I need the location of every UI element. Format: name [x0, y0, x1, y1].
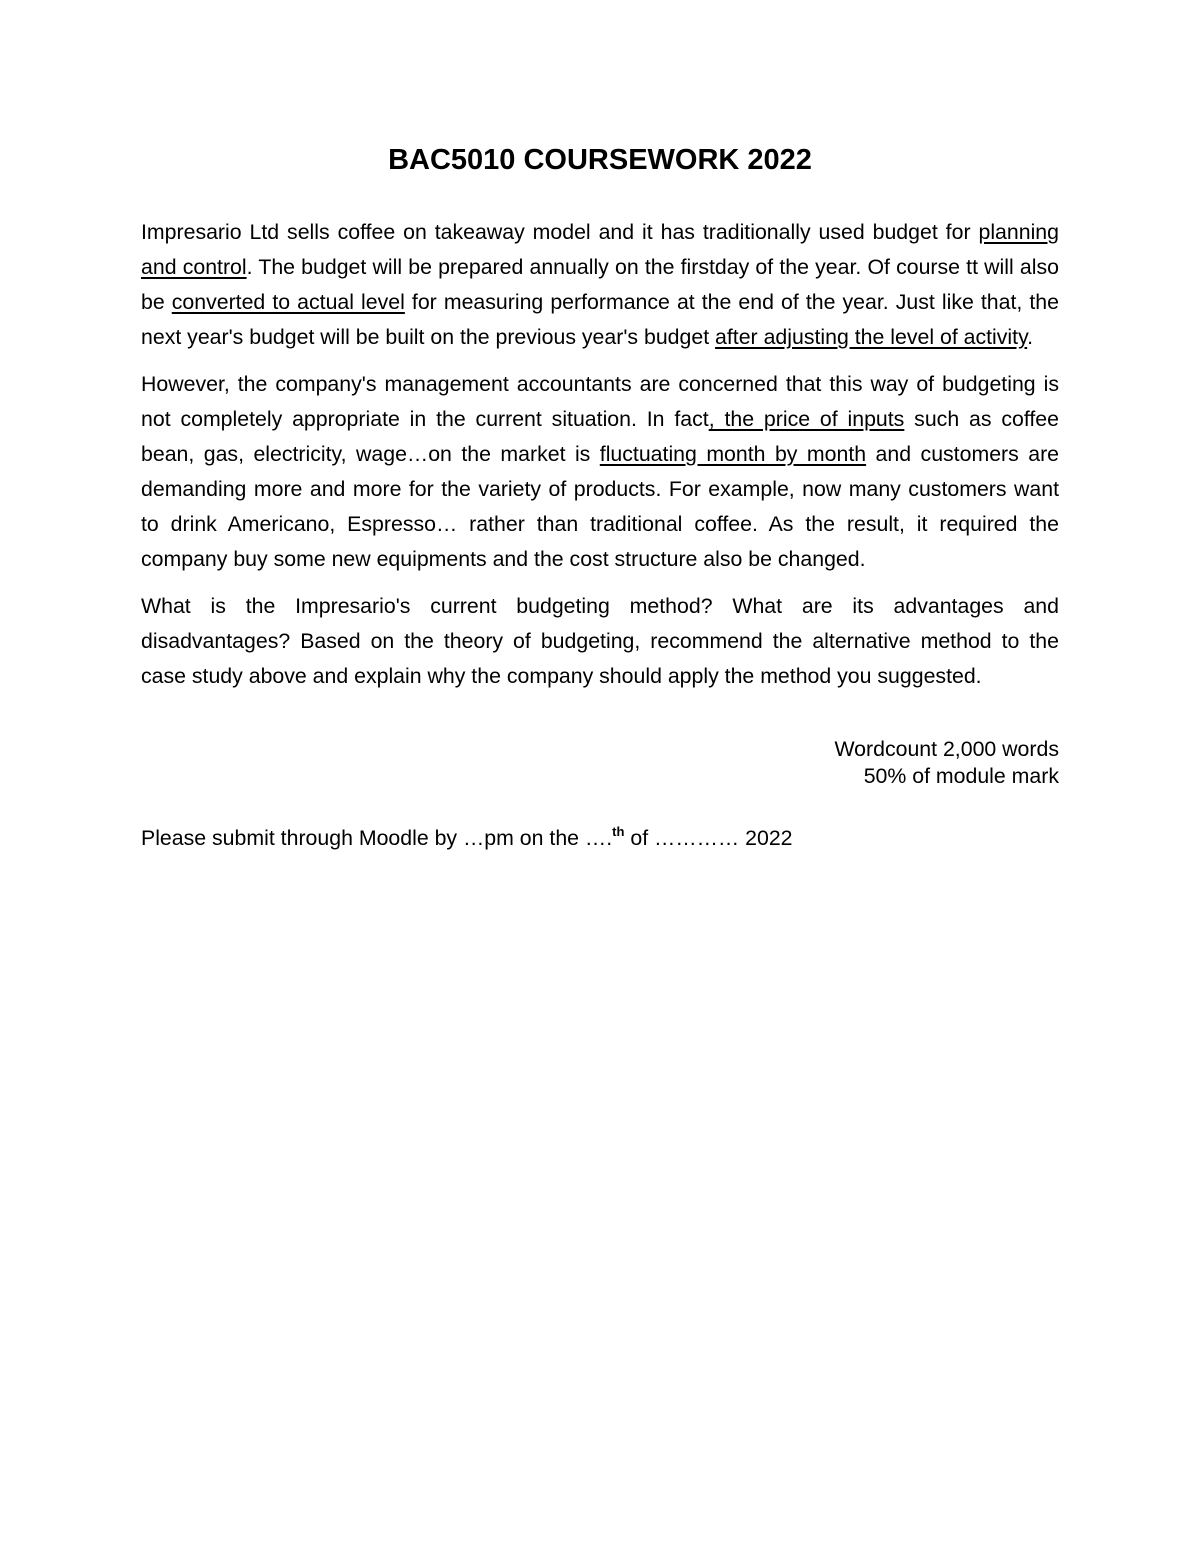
submit-text: Please submit through Moodle by …pm on the …. [141, 826, 613, 850]
text-segment: However, the company's management accountants are concerned that this way of budgeting is not completely appropriate in the current situation. In fact [141, 372, 1059, 431]
underlined-phrase: , the price of inputs [708, 407, 905, 431]
submit-text-end: of ………… 2022 [624, 826, 793, 850]
ordinal-suffix: th [612, 824, 625, 839]
text-segment: Impresario Ltd sells coffee on takeaway model and it has traditionally used budget for [141, 220, 979, 244]
text-segment: and customers are demanding more and more for the variety of products. For example, now many customers want to drink Americano, Espresso… rather than traditional coffee. As the result, it required the company buy some new equipments and the cost structure also be changed. [141, 442, 1060, 571]
underlined-phrase: after adjusting the level of activity [715, 325, 1028, 349]
underlined-phrase: fluctuating month by month [599, 442, 867, 466]
underlined-phrase: planning and control [141, 220, 1059, 279]
submission-instructions [141, 823, 1059, 853]
paragraph-concerns [141, 367, 1059, 577]
paragraph-question: What is the Impresario's current budgeting method? What are its advantages and disadvantages? Based on the theory of budgeting, recommend the alternative method to the case study above and explain why the company should apply the method you suggested. [141, 594, 1059, 688]
module-mark-label: 50% of module mark [863, 764, 1059, 788]
assignment-meta [141, 736, 1059, 790]
text-segment: . [1027, 325, 1034, 349]
text-segment: . The budget will be prepared annually on the firstday of the year. Of course tt will also be [141, 255, 1059, 314]
document-title: BAC5010 COURSEWORK 2022 [388, 144, 812, 176]
document-page [141, 138, 1059, 853]
text-segment: for measuring performance at the end of the year. Just like that, the next year's budget will be built on the previous year's budget [141, 290, 1059, 349]
paragraph-intro [141, 215, 1059, 355]
wordcount-label: Wordcount 2,000 words [834, 737, 1059, 761]
text-segment: such as coffee bean, gas, electricity, wage…on the market is [141, 407, 1059, 466]
underlined-phrase: converted to actual level [171, 290, 405, 314]
